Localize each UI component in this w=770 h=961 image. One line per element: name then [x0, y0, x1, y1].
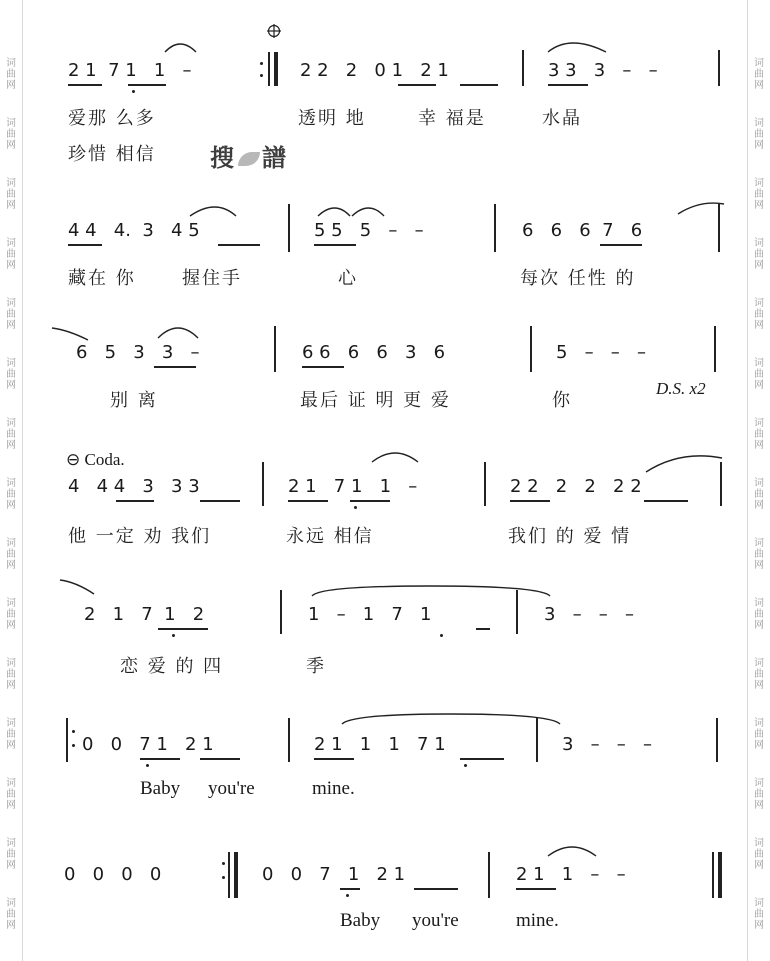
- watermark-logo: 搜 譜: [210, 144, 288, 172]
- low-octave-dot: [464, 764, 467, 767]
- underline: [200, 500, 240, 502]
- coda-marking: ⊖ Coda.: [66, 450, 125, 469]
- row-2-notes: 4 4 4. 3 4 5: [68, 220, 200, 241]
- barline: [718, 50, 720, 86]
- lyric: 每次 任性 的: [520, 268, 636, 289]
- right-margin-watermark: [747, 0, 770, 961]
- lyric: 藏在 你: [68, 268, 136, 289]
- low-octave-dot: [440, 634, 443, 637]
- barline: [66, 718, 68, 762]
- underline: [460, 84, 498, 86]
- leaf-icon: [238, 152, 260, 166]
- lyric: 珍惜 相信: [68, 144, 156, 165]
- lyric: 恋 爱 的 四: [120, 656, 224, 677]
- barline: [536, 718, 538, 762]
- underline: [116, 500, 154, 502]
- side-watermark-text: 词 曲 网: [6, 178, 16, 211]
- underline: [340, 888, 360, 890]
- lyric: 幸 福是: [418, 108, 486, 129]
- lyric: Baby: [140, 778, 181, 799]
- barline: [714, 326, 716, 372]
- lyric: you're: [412, 910, 459, 931]
- side-watermark-text: 词 曲 网: [754, 238, 764, 271]
- barline: [288, 718, 290, 762]
- underline: [154, 366, 196, 368]
- ds-marking: D.S. x2: [656, 379, 706, 398]
- barline: [488, 852, 490, 898]
- underline: [398, 84, 436, 86]
- side-watermark-text: 词 曲 网: [754, 778, 764, 811]
- underline: [314, 244, 356, 246]
- lyric: 我们 的 爱 情: [508, 526, 632, 547]
- underline: [68, 84, 102, 86]
- lyric: 水晶: [542, 108, 582, 129]
- underline: [414, 888, 458, 890]
- underline: [314, 758, 354, 760]
- left-margin-watermark: [0, 0, 23, 961]
- barline: [484, 462, 486, 506]
- underline: [200, 758, 240, 760]
- side-watermark-text: 词 曲 网: [6, 358, 16, 391]
- side-watermark-text: 词 曲 网: [6, 118, 16, 151]
- row-7-notes-c: 2 1 1 – –: [516, 864, 626, 885]
- side-watermark-text: 词 曲 网: [6, 238, 16, 271]
- lyric: 季: [306, 656, 326, 677]
- row-6-notes-c: 3 – – –: [562, 734, 652, 755]
- row-4-notes: 4 4 4 3 3 3: [68, 476, 200, 497]
- side-watermark-text: 词 曲 网: [6, 718, 16, 751]
- barline: [522, 50, 524, 86]
- row-2-notes-b: 5 5 5 – –: [314, 220, 424, 241]
- underline: [460, 758, 504, 760]
- barline: [718, 852, 722, 898]
- side-watermark-text: 词 曲 网: [6, 478, 16, 511]
- barline: [274, 326, 276, 372]
- barline: [530, 326, 532, 372]
- lyric: 别 离: [110, 390, 158, 411]
- repeat-dot: [222, 876, 225, 879]
- barline: [274, 52, 278, 86]
- side-watermark-text: 词 曲 网: [754, 598, 764, 631]
- lyric: mine.: [516, 910, 559, 931]
- low-octave-dot: [354, 506, 357, 509]
- repeat-dot: [260, 74, 263, 77]
- lyric: 握住手: [182, 268, 242, 289]
- side-watermark-text: 词 曲 网: [754, 358, 764, 391]
- underline: [140, 758, 180, 760]
- barline: [516, 590, 518, 634]
- barline: [288, 204, 290, 252]
- side-watermark-text: 词 曲 网: [754, 838, 764, 871]
- underline: [516, 888, 556, 890]
- barline: [268, 52, 270, 86]
- row-5-notes: 2 1 7 1 2: [84, 604, 205, 625]
- row-6-notes: 0 0 7 1 2 1: [82, 734, 214, 755]
- side-watermark-text: 词 曲 网: [6, 778, 16, 811]
- repeat-dot: [72, 744, 75, 747]
- underline: [302, 366, 344, 368]
- side-watermark-text: 词 曲 网: [754, 298, 764, 331]
- underline: [350, 500, 390, 502]
- underline: [510, 500, 550, 502]
- lyric: 透明 地: [298, 108, 366, 129]
- lyric: Baby: [340, 910, 381, 931]
- barline: [280, 590, 282, 634]
- underline: [600, 244, 642, 246]
- underline: [476, 628, 490, 630]
- barline: [716, 718, 718, 762]
- underline: [158, 628, 208, 630]
- underline: [288, 500, 328, 502]
- underline: [128, 84, 166, 86]
- row-7-notes: 0 0 0 0: [64, 864, 162, 885]
- repeat-dot: [260, 62, 263, 65]
- side-watermark-text: 词 曲 网: [754, 418, 764, 451]
- row-6-notes-b: 2 1 1 1 7 1: [314, 734, 446, 755]
- barline: [234, 852, 238, 898]
- underline: [68, 244, 102, 246]
- low-octave-dot: [146, 764, 149, 767]
- side-watermark-text: 词 曲 网: [6, 418, 16, 451]
- side-watermark-text: 词 曲 网: [6, 838, 16, 871]
- side-watermark-text: 词 曲 网: [754, 658, 764, 691]
- low-octave-dot: [346, 894, 349, 897]
- row-1-notes-b: 2 2 2 0 1 2 1: [300, 60, 449, 81]
- row-5-notes-b: 1 – 1 7 1: [308, 604, 432, 625]
- side-watermark-text: 词 曲 网: [6, 898, 16, 931]
- barline: [712, 852, 714, 898]
- side-watermark-text: 词 曲 网: [754, 178, 764, 211]
- repeat-dot: [222, 862, 225, 865]
- side-watermark-text: 词 曲 网: [754, 718, 764, 751]
- lyric: 你: [552, 390, 572, 411]
- barline: [718, 204, 720, 252]
- row-3-notes: 6 5 3 3 –: [76, 342, 200, 363]
- lyric: 最后 证 明 更 爱: [300, 390, 451, 411]
- low-octave-dot: [132, 90, 135, 93]
- underline: [218, 244, 260, 246]
- side-watermark-text: 词 曲 网: [6, 598, 16, 631]
- row-4-notes-c: 2 2 2 2 2 2: [510, 476, 642, 497]
- barline: [720, 462, 722, 506]
- lyric: 他 一定 劝 我们: [68, 526, 212, 547]
- row-1-notes-c: 3 3 3 – –: [548, 60, 658, 81]
- repeat-dot: [72, 730, 75, 733]
- coda-circle-icon: [267, 24, 281, 38]
- side-watermark-text: 词 曲 网: [754, 58, 764, 91]
- side-watermark-text: 词 曲 网: [6, 538, 16, 571]
- row-2-notes-c: 6 6 6 7 6: [522, 220, 643, 241]
- row-5-notes-c: 3 – – –: [544, 604, 634, 625]
- row-3-notes-c: 5 – – –: [556, 342, 646, 363]
- lyric: you're: [208, 778, 255, 799]
- barline: [494, 204, 496, 252]
- lyric: 心: [338, 268, 358, 289]
- side-watermark-text: 词 曲 网: [754, 118, 764, 151]
- row-1-notes: 2 1 7 1 1 –: [68, 60, 192, 81]
- low-octave-dot: [172, 634, 175, 637]
- underline: [548, 84, 588, 86]
- lyric: mine.: [312, 778, 355, 799]
- row-4-notes-b: 2 1 7 1 1 –: [288, 476, 418, 497]
- side-watermark-text: 词 曲 网: [754, 478, 764, 511]
- side-watermark-text: 词 曲 网: [754, 898, 764, 931]
- row-3-notes-b: 6 6 6 6 3 6: [302, 342, 446, 363]
- underline: [644, 500, 688, 502]
- row-7-notes-b: 0 0 7 1 2 1: [262, 864, 406, 885]
- barline: [228, 852, 230, 898]
- side-watermark-text: 词 曲 网: [6, 58, 16, 91]
- side-watermark-text: 词 曲 网: [754, 538, 764, 571]
- barline: [262, 462, 264, 506]
- lyric: 爱那 么多: [68, 108, 156, 129]
- side-watermark-text: 词 曲 网: [6, 298, 16, 331]
- lyric: 永远 相信: [286, 526, 374, 547]
- side-watermark-text: 词 曲 网: [6, 658, 16, 691]
